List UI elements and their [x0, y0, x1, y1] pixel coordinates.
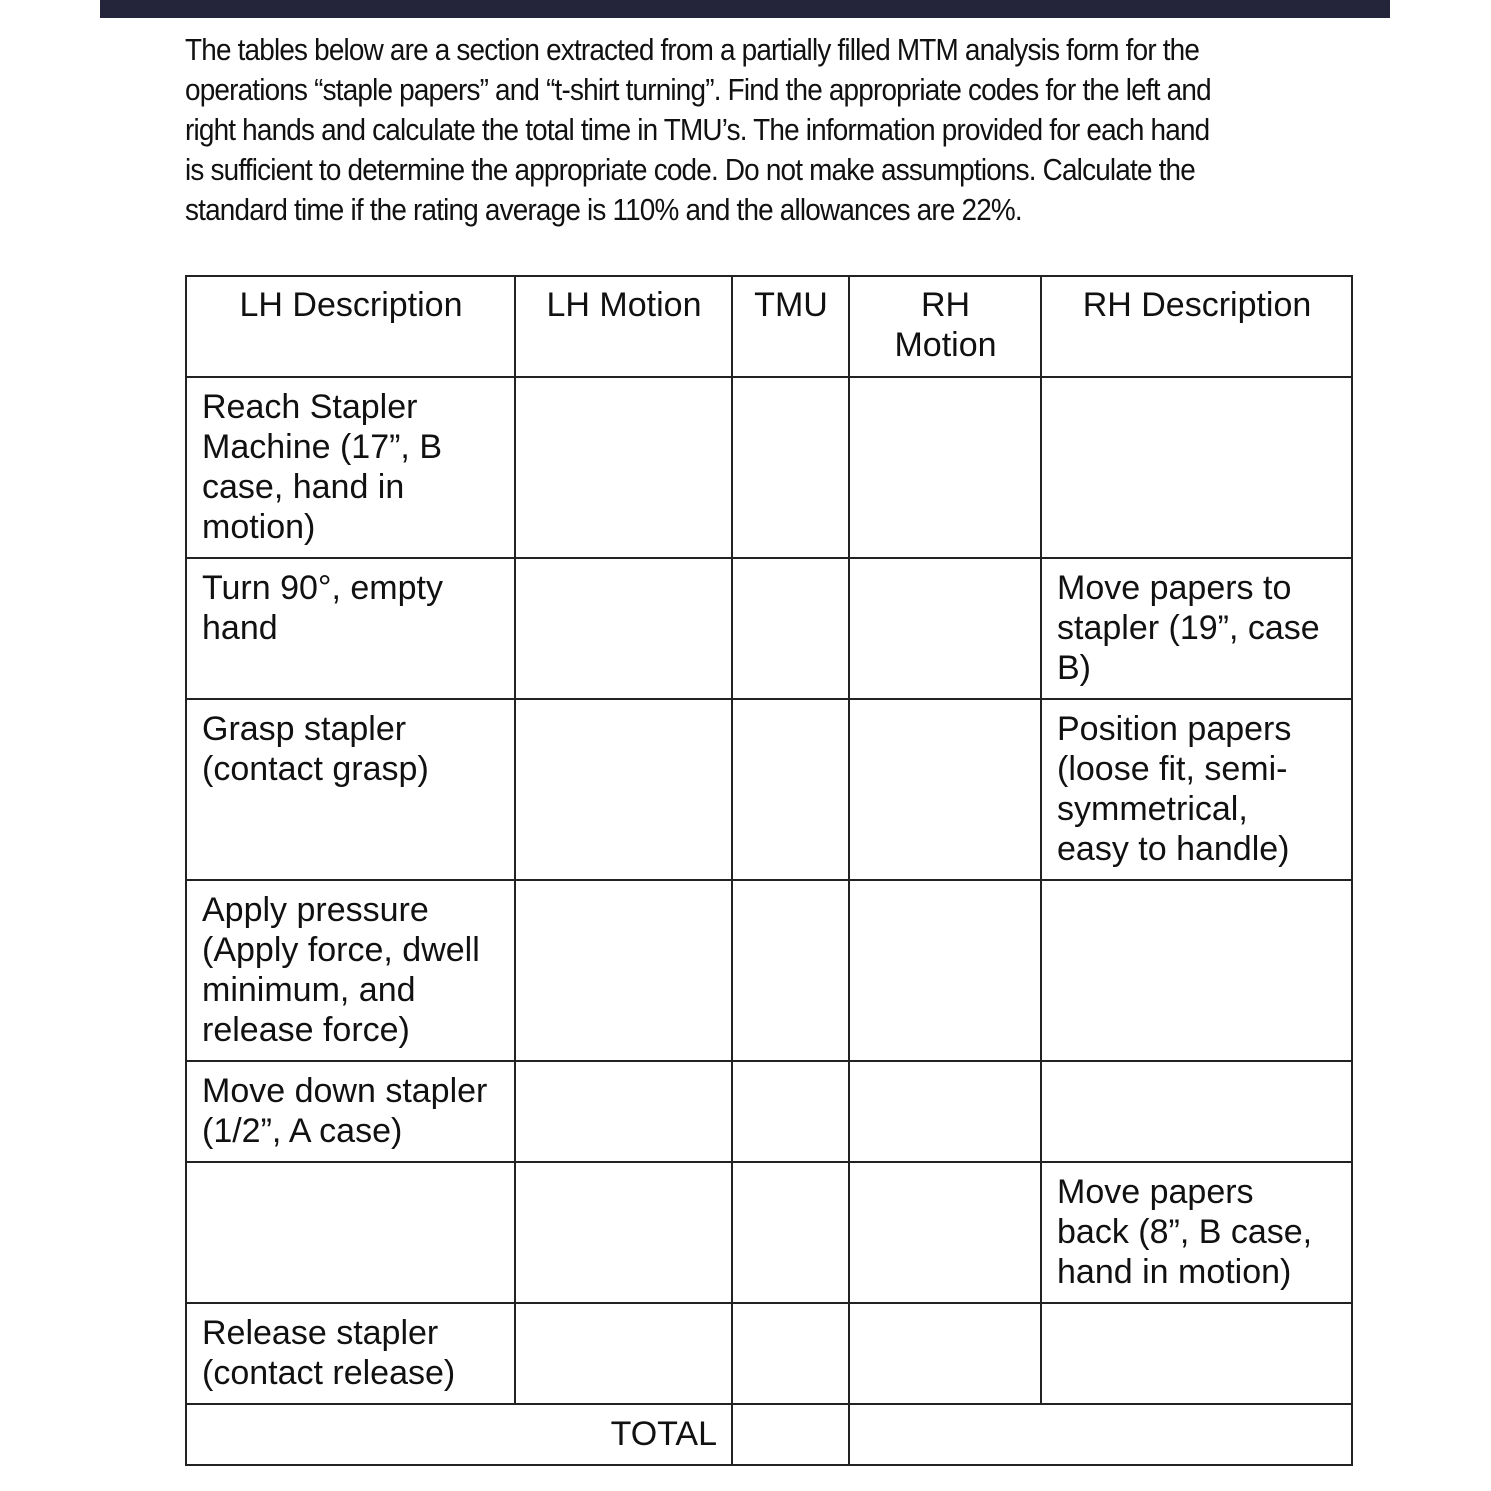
- instructions-line: The tables below are a section extracted from a partially filled MTM analysis form for the: [185, 32, 1200, 67]
- lh-description-cell: Reach Stapler Machine (17”, B case, hand in motion): [186, 377, 515, 558]
- lh-description-cell: [186, 1162, 515, 1303]
- tmu-cell[interactable]: [732, 558, 849, 699]
- table-row: [186, 558, 1352, 699]
- rh-description-cell: Move papers to stapler (19”, case B): [1041, 558, 1352, 699]
- header-rh-motion: RH Motion: [849, 276, 1041, 377]
- lh-motion-cell[interactable]: [515, 558, 732, 699]
- lh-motion-cell[interactable]: [515, 880, 732, 1061]
- rh-motion-cell[interactable]: [849, 377, 1041, 558]
- total-tmu-cell[interactable]: [732, 1404, 849, 1465]
- table-row: [186, 1162, 1352, 1303]
- rh-description-cell: [1041, 880, 1352, 1061]
- header-tmu: TMU: [732, 276, 849, 377]
- table-row: [186, 880, 1352, 1061]
- rh-description-cell: [1041, 377, 1352, 558]
- instructions-line: standard time if the rating average is 110% and the allowances are 22%.: [185, 192, 1022, 227]
- instructions-paragraph: [185, 30, 1238, 230]
- top-header-bar: [100, 0, 1390, 18]
- lh-motion-cell[interactable]: [515, 1162, 732, 1303]
- table-row: [186, 1061, 1352, 1162]
- rh-motion-cell[interactable]: [849, 1162, 1041, 1303]
- rh-description-cell: [1041, 1303, 1352, 1404]
- rh-motion-cell[interactable]: [849, 1061, 1041, 1162]
- lh-description-cell: Apply pressure (Apply force, dwell minimum, and release force): [186, 880, 515, 1061]
- rh-motion-cell[interactable]: [849, 699, 1041, 880]
- total-remainder-cell: [849, 1404, 1352, 1465]
- lh-motion-cell[interactable]: [515, 1303, 732, 1404]
- table-row: [186, 699, 1352, 880]
- total-row: [186, 1404, 1352, 1465]
- tmu-cell[interactable]: [732, 377, 849, 558]
- header-lh-description: LH Description: [186, 276, 515, 377]
- tmu-cell[interactable]: [732, 1162, 849, 1303]
- lh-motion-cell[interactable]: [515, 377, 732, 558]
- table-header-row: [186, 276, 1352, 377]
- rh-description-cell: Move papers back (8”, B case, hand in motion): [1041, 1162, 1352, 1303]
- header-rh-description: RH Description: [1041, 276, 1352, 377]
- rh-motion-cell[interactable]: [849, 880, 1041, 1061]
- header-lh-motion: LH Motion: [515, 276, 732, 377]
- lh-description-cell: Release stapler (contact release): [186, 1303, 515, 1404]
- lh-motion-cell[interactable]: [515, 1061, 732, 1162]
- rh-description-cell: Position papers (loose fit, semi- symmetrical, easy to handle): [1041, 699, 1352, 880]
- tmu-cell[interactable]: [732, 699, 849, 880]
- instructions-line: operations “staple papers” and “t-shirt turning”. Find the appropriate codes for the left and: [185, 72, 1211, 107]
- tmu-cell[interactable]: [732, 1061, 849, 1162]
- total-label: TOTAL: [186, 1404, 732, 1465]
- table-row: [186, 1303, 1352, 1404]
- rh-description-cell: [1041, 1061, 1352, 1162]
- lh-motion-cell[interactable]: [515, 699, 732, 880]
- rh-motion-cell[interactable]: [849, 1303, 1041, 1404]
- rh-motion-cell[interactable]: [849, 558, 1041, 699]
- instructions-line: right hands and calculate the total time in TMU’s. The information provided for each hand: [185, 112, 1210, 147]
- lh-description-cell: Grasp stapler (contact grasp): [186, 699, 515, 880]
- lh-description-cell: Turn 90°, empty hand: [186, 558, 515, 699]
- tmu-cell[interactable]: [732, 880, 849, 1061]
- instructions-line: is sufficient to determine the appropriate code. Do not make assumptions. Calculate the: [185, 152, 1195, 187]
- mtm-analysis-table: [185, 275, 1353, 1466]
- table-row: [186, 377, 1352, 558]
- lh-description-cell: Move down stapler (1/2”, A case): [186, 1061, 515, 1162]
- tmu-cell[interactable]: [732, 1303, 849, 1404]
